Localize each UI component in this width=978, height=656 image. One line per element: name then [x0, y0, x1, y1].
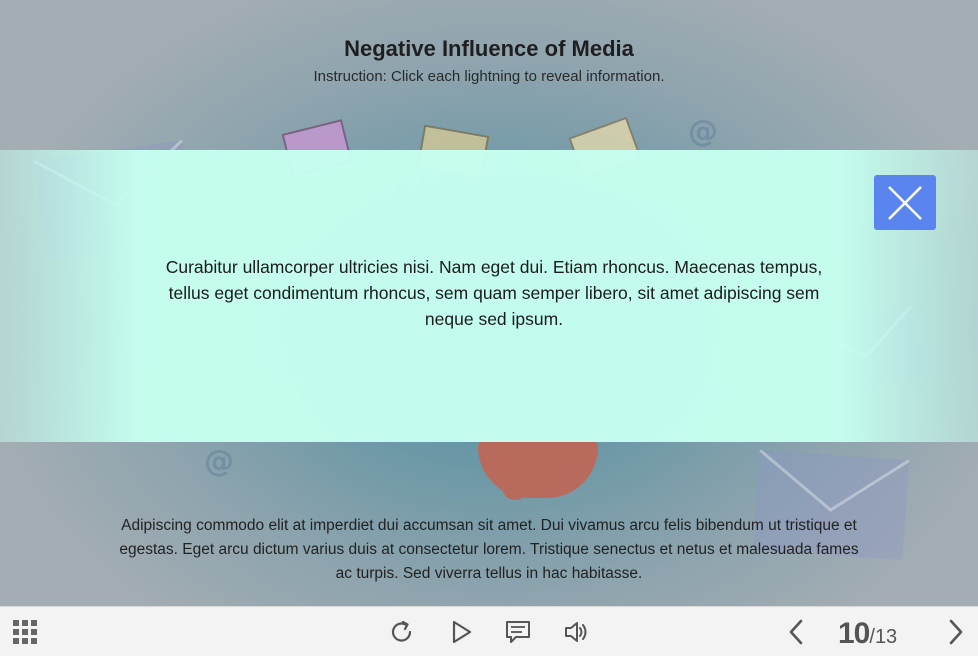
- play-icon: [448, 619, 474, 645]
- next-slide-button[interactable]: [942, 619, 968, 645]
- close-icon: [885, 183, 925, 223]
- page-current: 10: [838, 617, 870, 650]
- replay-icon: [389, 619, 415, 645]
- slide-title: Negative Influence of Media: [344, 36, 634, 61]
- captions-icon: [505, 619, 531, 645]
- page-separator: /: [869, 626, 875, 648]
- at-symbol-graphic: @: [204, 444, 234, 479]
- info-popup: [0, 150, 978, 442]
- slide-instruction: Instruction: Click each lightning to reveal information.: [313, 68, 665, 85]
- at-symbol-graphic: @: [688, 114, 718, 149]
- chevron-right-icon: [942, 619, 968, 645]
- speech-bubble-graphic: [478, 440, 598, 498]
- chevron-left-icon: [784, 619, 810, 645]
- speech-bubble-tail: [502, 470, 528, 500]
- play-button[interactable]: [448, 619, 474, 645]
- slide-body-text: Adipiscing commodo elit at imperdiet dui accumsan sit amet. Dui vivamus arcu felis bibendum ut tristique et egestas. Eget arcu dictum varius duis at consectetur lorem. Tristique senectus et netus et malesuada fames ac turpis. Sed viverra tellus in hac habitasse.: [119, 517, 859, 582]
- player-toolbar: [0, 606, 978, 656]
- previous-slide-button[interactable]: [784, 619, 810, 645]
- captions-button[interactable]: [505, 619, 531, 645]
- page-indicator: [838, 617, 897, 651]
- volume-button[interactable]: [563, 619, 589, 645]
- close-button[interactable]: [874, 175, 936, 230]
- grid-menu-icon: [12, 619, 38, 645]
- volume-icon: [563, 619, 589, 645]
- menu-button[interactable]: [12, 619, 38, 645]
- popup-text: Curabitur ullamcorper ultricies nisi. Nam eget dui. Etiam rhoncus. Maecenas tempus, tellus eget condimentum rhoncus, sem quam semper libero, sit amet adipiscing sem neque sed ipsum.: [165, 257, 823, 329]
- page-total: 13: [874, 626, 898, 648]
- replay-button[interactable]: [389, 619, 415, 645]
